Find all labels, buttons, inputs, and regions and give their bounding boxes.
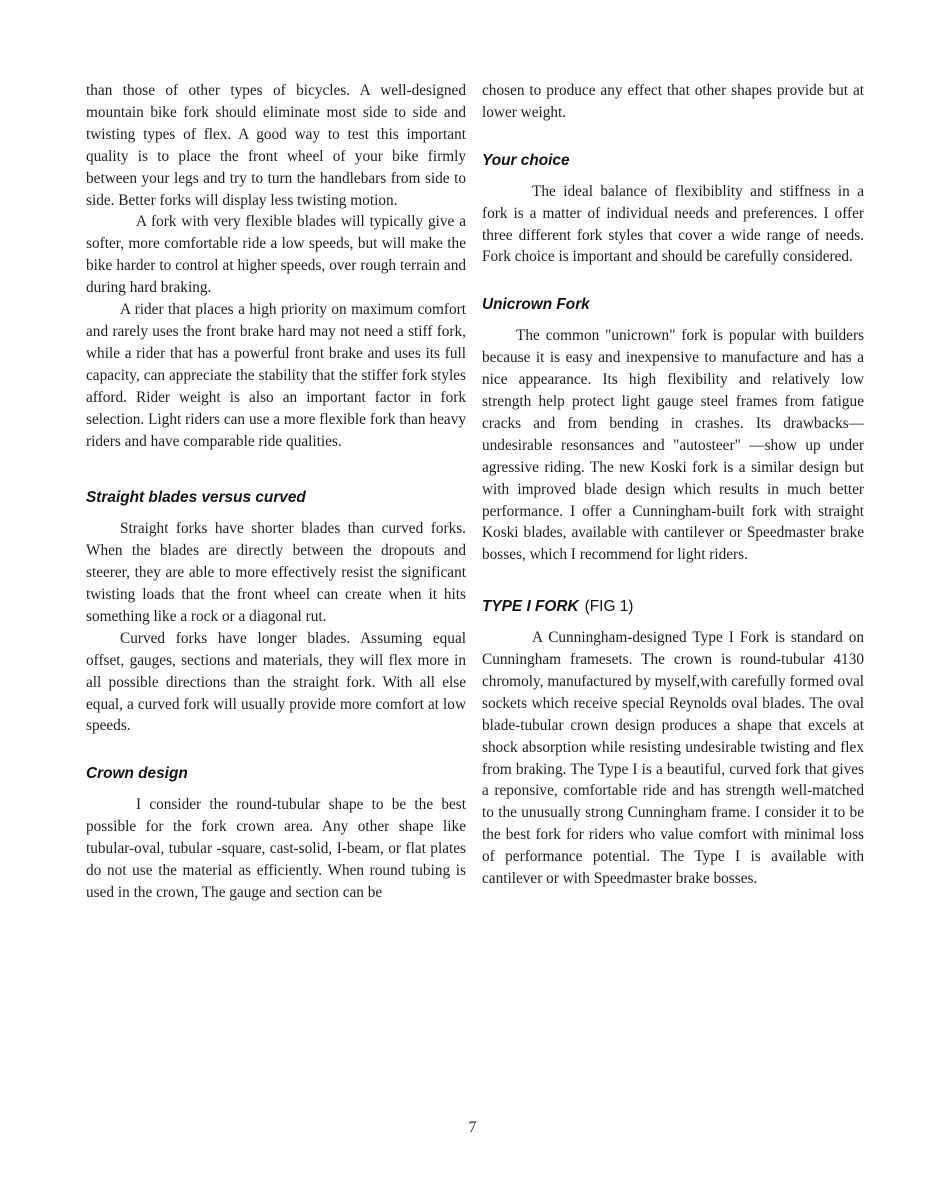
paragraph: chosen to produce any effect that other shapes provide but at lower weight. <box>482 82 864 121</box>
section-heading-your-choice: Your choice <box>482 151 570 169</box>
paragraph: Straight forks have shorter blades than curved forks. When the blades are directly between the dropouts and steerer, they are able to more effectively resist the significant twisting loads that the front wheel can create when it hits something like a rock or a diagonal rut. <box>86 520 466 625</box>
section-heading-type-i-fork <box>482 596 864 618</box>
figure-reference: (FIG 1) <box>584 598 634 616</box>
paragraph: I consider the round-tubular shape to be the best possible for the fork crown area. Any other shape like tubular-oval, tubular -square, cast-solid, I-beam, or flat plates do not use the material as efficiently. When round tubing is used in the crown, The gauge and section can be <box>86 796 466 901</box>
paragraph: A rider that places a high priority on maximum comfort and rarely uses the front brake hard may not need a stiff fork, while a rider that has a powerful front brake and uses its full capacity, can appreciate the stability that the stiffer fork styles afford. Rider weight is also an important factor in fork selection. Light riders can use a more flexible fork than heavy riders and have comparable ride qualities. <box>86 301 466 450</box>
left-column <box>86 80 466 904</box>
page-number: 7 <box>468 1119 477 1136</box>
right-column <box>482 80 864 890</box>
paragraph: A fork with very flexible blades will typically give a softer, more comfortable ride a low speeds, but will make the bike harder to control at higher speeds, over rough terrain and during hard braking. <box>86 213 466 297</box>
paragraph: A Cunningham-designed Type I Fork is standard on Cunningham framesets. The crown is round-tubular 4130 chromoly, manufactured by myself,with carefully formed oval sockets which receive special Reynolds oval blades. The oval blade-tubular crown design produces a shape that excels at shock absorption while resisting undesirable twisting and flex from braking. The Type I is a beautiful, curved fork that gives a reponsive, comfortable ride and has strength well-matched to the unusually strong Cunningham frame. I consider it to be the best fork for riders who value comfort with minimal loss of performance potential. The Type I is available with cantilever or with Speedmaster brake bosses. <box>482 629 864 888</box>
section-heading-crown-design: Crown design <box>86 765 188 783</box>
paragraph: than those of other types of bicycles. A well-designed mountain bike fork should eliminate most side to side and twisting types of flex. A good way to test this important quality is to place the front wheel of your bike firmly between your legs and try to turn the handlebars from side to side. Better forks will display less twisting motion. <box>86 82 466 209</box>
heading-title: TYPE I FORK <box>482 598 579 616</box>
section-heading-unicrown-fork: Unicrown Fork <box>482 296 590 314</box>
section-heading-straight-blades: Straight blades versus curved <box>86 489 306 507</box>
paragraph: The common "unicrown" fork is popular with builders because it is easy and inexpensive to manufacture and has a nice appearance. Its high flexibility and relatively low strength help protect light gauge steel frames from fatigue cracks and from bending in crashes. Its drawbacks—undesirable resonsances and "autosteer" —show up under agressive riding. The new Koski fork is a similar design but with improved blade design which results in much better performance. I offer a Cunningham-built fork with straight Koski blades, available with cantilever or Speedmaster brake bosses, which I recommend for light riders. <box>482 327 864 564</box>
paragraph: The ideal balance of flexibiblity and stiffness in a fork is a matter of individual needs and preferences. I offer three different fork styles that cover a wide range of needs. Fork choice is important and should be carefully considered. <box>482 182 864 266</box>
paragraph: Curved forks have longer blades. Assuming equal offset, gauges, sections and materials, they will flex more in all possible directions than the straight fork. With all else equal, a curved fork will usually provide more comfort at low speeds. <box>86 629 466 735</box>
